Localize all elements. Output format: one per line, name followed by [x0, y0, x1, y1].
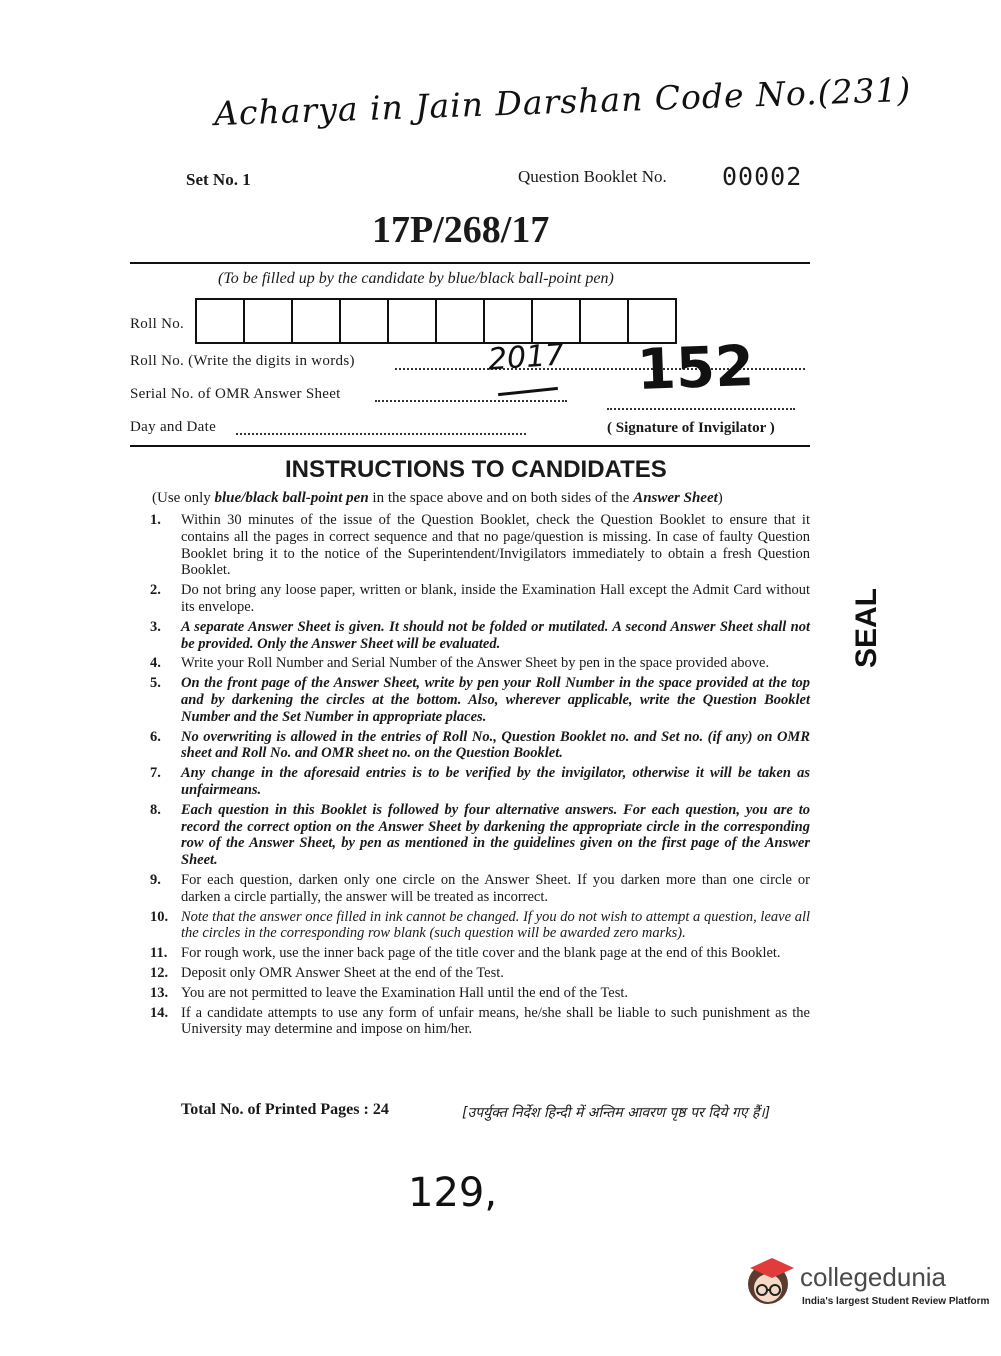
top-divider	[130, 262, 810, 264]
instruction-item: 13. You are not permitted to leave the Examination Hall until the end of the Test.	[150, 984, 629, 1001]
roll-number-boxes[interactable]	[195, 298, 677, 344]
instruction-item: 2. Do not bring any loose paper, written or blank, inside the Examination Hall except the Admit Card without its envelope.	[150, 582, 810, 615]
day-date-field[interactable]	[236, 433, 526, 435]
fill-note: (To be filled up by the candidate by blue/black ball-point pen)	[218, 270, 614, 287]
set-number: Set No. 1	[186, 170, 251, 189]
instruction-item: 7. Any change in the aforesaid entries is to be verified by the invigilator, otherwise it will be taken as unfairmeans.	[150, 765, 810, 798]
signature-label: ( Signature of Invigilator )	[607, 420, 775, 436]
roll-no-label: Roll No.	[130, 316, 185, 332]
instruction-item: 11. For rough work, use the inner back page of the title cover and the blank page at the end of this Booklet.	[150, 945, 781, 962]
hindi-note: [उपर्युक्त निर्देश हिन्दी में अन्तिम आवरण पृष्ठ पर दिये गए हैं।]	[462, 1105, 771, 1121]
seal-stamp	[848, 578, 888, 678]
watermark-tagline: India's largest Student Review Platform	[802, 1296, 990, 1307]
instruction-item: 12. Deposit only OMR Answer Sheet at the end of the Test.	[150, 964, 504, 981]
handwritten-number: 152	[635, 333, 756, 404]
question-booklet-label: Question Booklet No.	[518, 167, 667, 186]
instruction-item: 3. A separate Answer Sheet is given. It should not be folded or mutilated. A second Answer Sheet shall not be provided. Only the Answer Sheet will be evaluated.	[150, 618, 810, 652]
omr-serial-field[interactable]	[375, 400, 567, 402]
roll-digit-box[interactable]	[245, 300, 293, 342]
instruction-item: 5. On the front page of the Answer Sheet, write by pen your Roll Number in the space provided at the top and by darkening the circles at the bottom. Also, wherever applicable, write the Question Booklet Number and the Set Number in appropriate places.	[150, 675, 810, 725]
roll-digit-box[interactable]	[485, 300, 533, 342]
question-booklet-number: 00002	[722, 162, 803, 191]
instruction-item: 1. Within 30 minutes of the issue of the Question Booklet, check the Question Booklet to ensure that it contains all the pages in correct sequence and that no page/question is missing. In case of faulty Question Booklet bring it to the notice of the Superintendent/Invigilators immediately to obtain a fresh Question Booklet.	[150, 512, 810, 579]
roll-digit-box[interactable]	[437, 300, 485, 342]
roll-digit-box[interactable]	[581, 300, 629, 342]
watermark-name: collegedunia	[800, 1262, 947, 1292]
roll-digit-box[interactable]	[341, 300, 389, 342]
handwritten-title: Acharya in Jain Darshan Code No.(231)	[213, 69, 912, 134]
roll-digit-box[interactable]	[197, 300, 245, 342]
instructions-heading: INSTRUCTIONS TO CANDIDATES	[285, 456, 667, 483]
instruction-item: 6. No overwriting is allowed in the entries of Roll No., Question Booklet no. and Set no. (if any) on OMR sheet and Roll No. and OMR sheet no. on the Question Booklet.	[150, 728, 810, 762]
handwritten-roll-digits: 2017	[486, 337, 566, 378]
instruction-item: 10. Note that the answer once filled in ink cannot be changed. If you do not wish to attempt a question, leave all the circles in the corresponding row blank (such question will be awarded zero marks).	[150, 908, 810, 942]
handwritten-bottom-number: 129,	[408, 1170, 498, 1216]
instruction-item: 4. Write your Roll Number and Serial Number of the Answer Sheet by pen in the space provided above.	[150, 655, 770, 672]
instruction-item: 8. Each question in this Booklet is followed by four alternative answers. For each question, you are to record the correct option on the Answer Sheet by darkening the appropriate circle in the corresponding row of the Answer Sheet, by pen as mentioned in the guidelines given on the first page of the Answer Sheet.	[150, 801, 810, 869]
day-date-label: Day and Date	[130, 419, 217, 435]
roll-words-label: Roll No. (Write the digits in words)	[130, 353, 355, 369]
signature-field[interactable]	[607, 408, 795, 410]
instruction-item: 9. For each question, darken only one circle on the Answer Sheet. If you darken more than one circle or darken a circle partially, the answer will be treated as incorrect.	[150, 871, 810, 905]
instructions-subheading: (Use only blue/black ball-point pen in the space above and on both sides of the Answer Sheet)	[152, 490, 723, 506]
roll-digit-box[interactable]	[629, 300, 677, 342]
instruction-item: 14. If a candidate attempts to use any form of unfair means, he/she shall be liable to such punishment as the University may determine and impose on him/her.	[150, 1004, 810, 1038]
instructions-list	[150, 512, 810, 1041]
seal-text: SEAL	[849, 587, 883, 669]
roll-digit-box[interactable]	[533, 300, 581, 342]
paper-code: 17P/268/17	[372, 209, 550, 251]
roll-digit-box[interactable]	[389, 300, 437, 342]
form-divider	[130, 445, 810, 447]
roll-digit-box[interactable]	[293, 300, 341, 342]
collegedunia-logo-icon	[742, 1250, 798, 1310]
omr-serial-label: Serial No. of OMR Answer Sheet	[130, 386, 341, 402]
handwritten-underline	[498, 387, 558, 396]
total-pages: Total No. of Printed Pages : 24	[181, 1101, 389, 1118]
